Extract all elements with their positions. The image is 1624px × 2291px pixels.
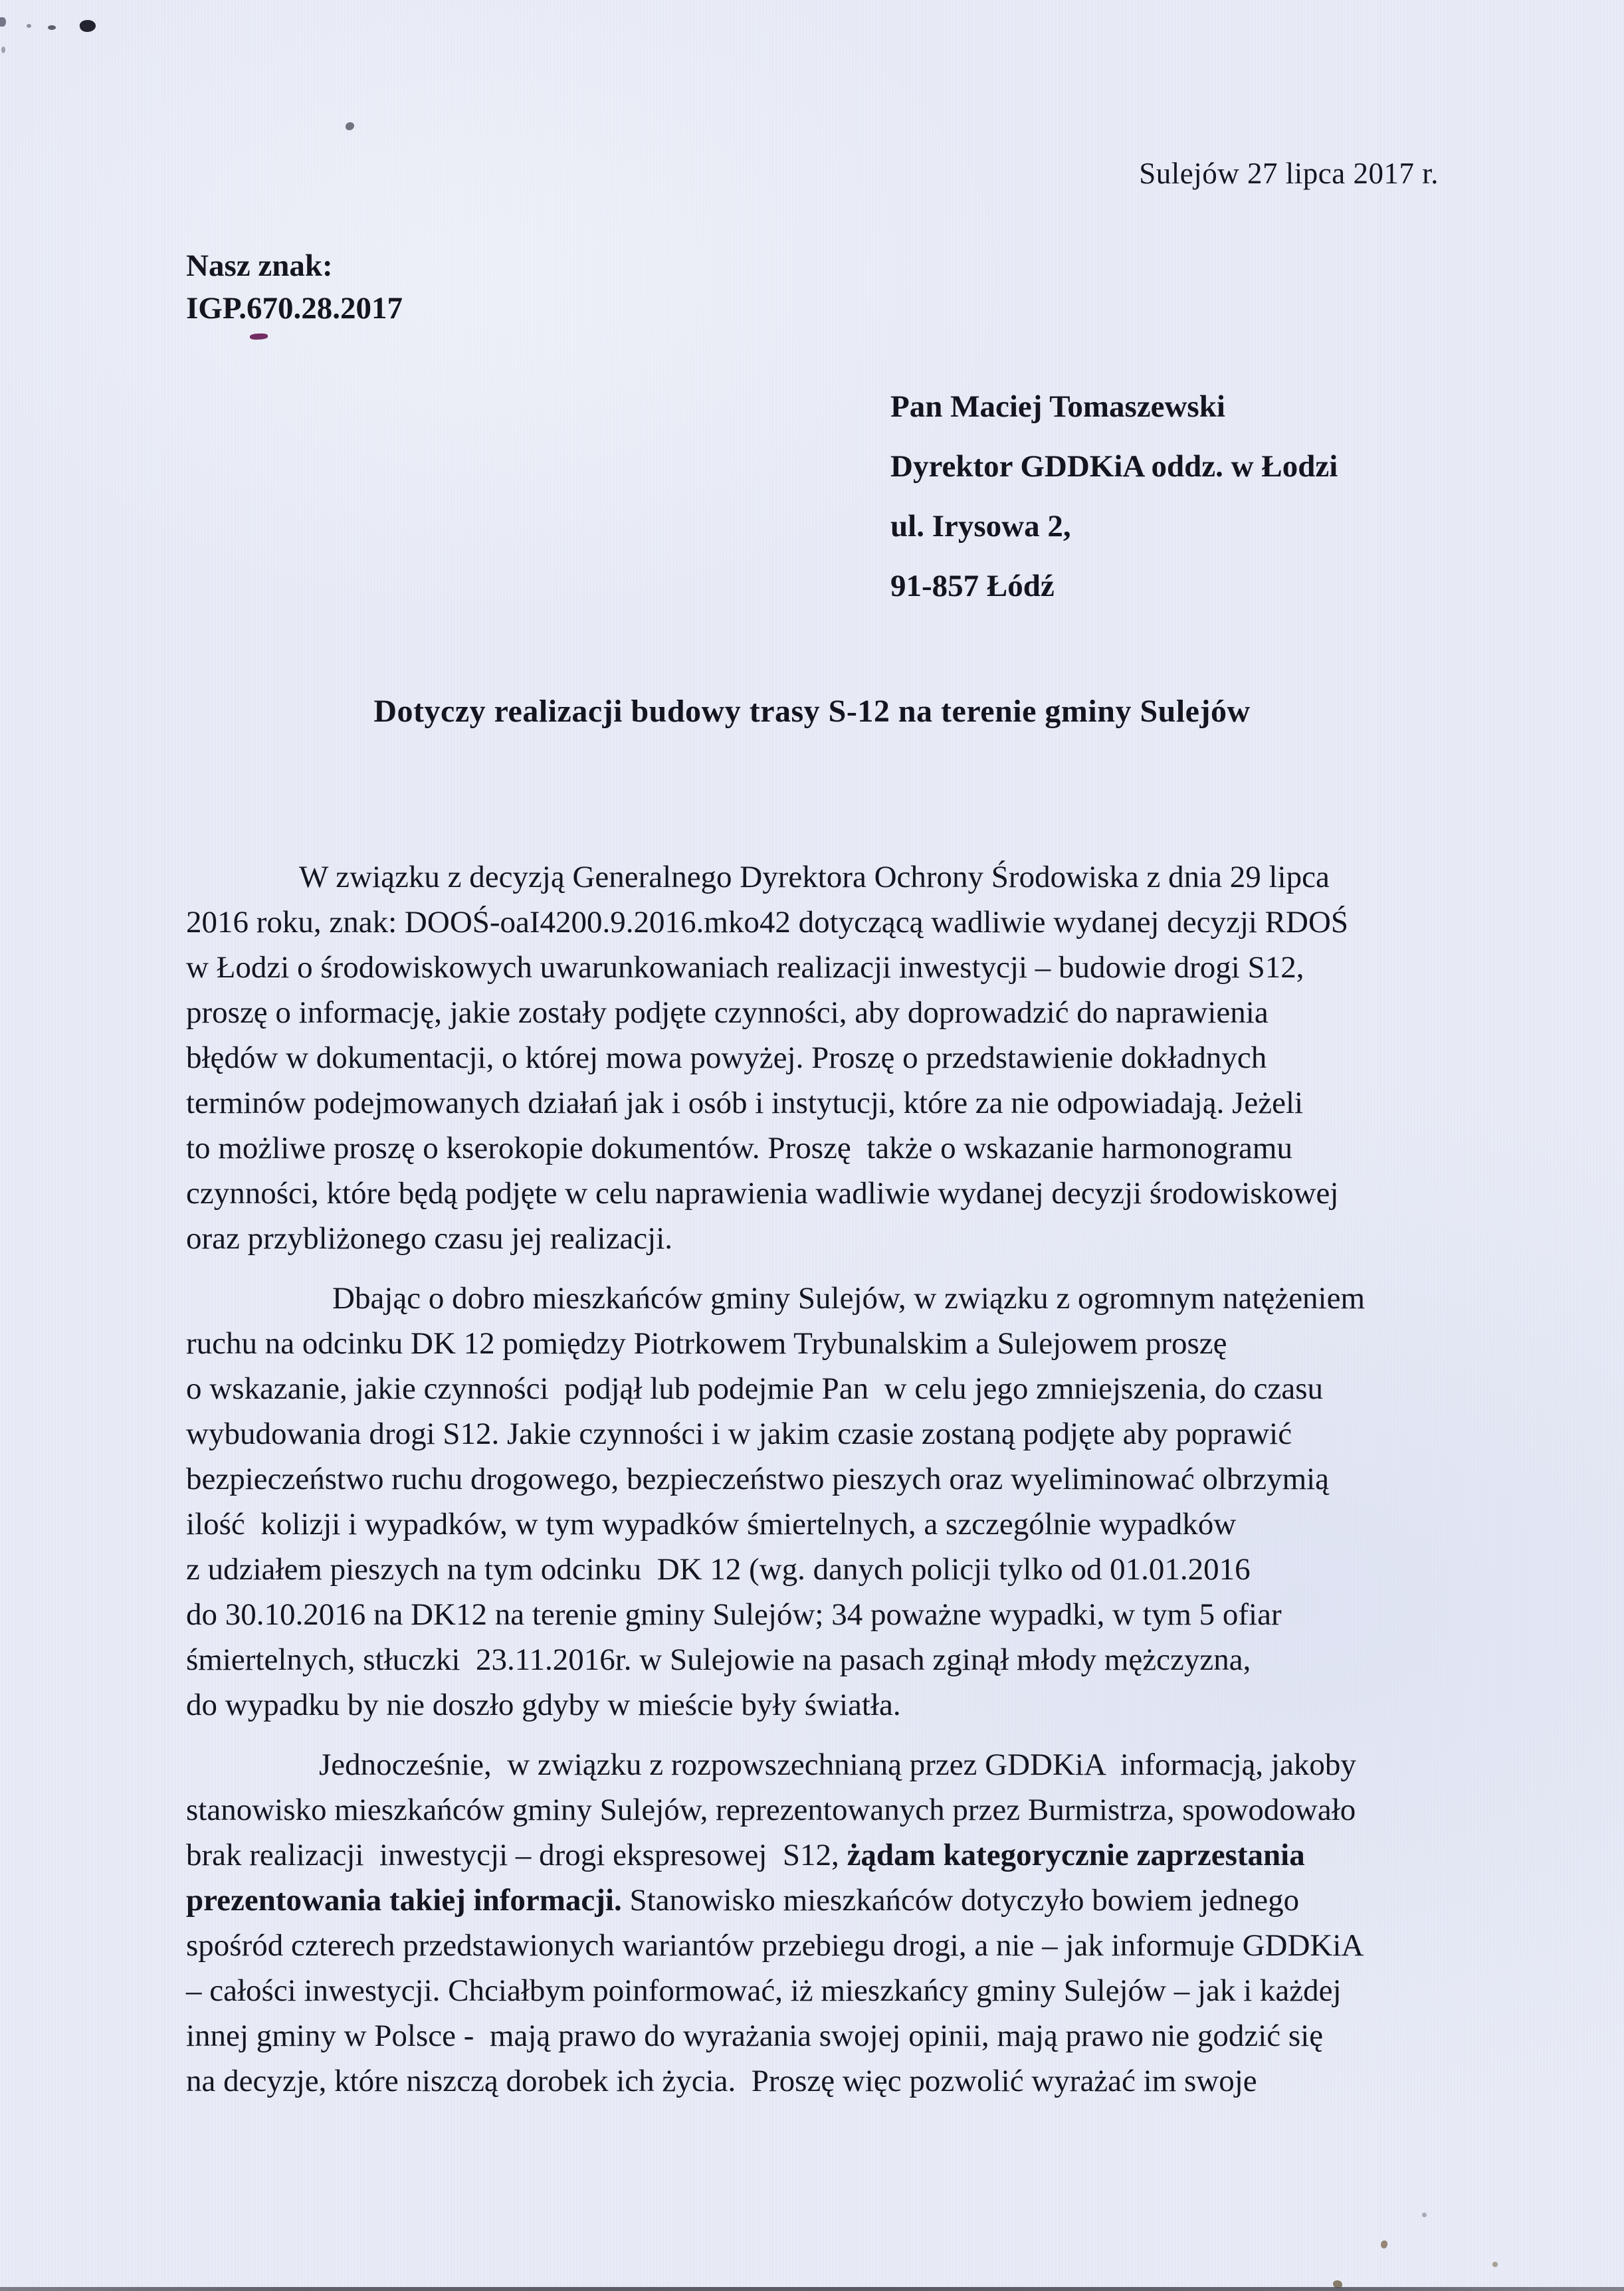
- text-line: [186, 1968, 1455, 2013]
- text-line: [186, 1878, 1455, 1923]
- paragraph-3: [186, 1742, 1455, 2104]
- text-segment: – całości inwestycji. Chciałbym poinformować, iż mieszkańcy gminy Sulejów – jak i każdej: [186, 1973, 1342, 2008]
- text-segment: do 30.10.2016 na DK12 na terenie gminy Sulejów; 34 poważne wypadki, w tym 5 ofiar: [186, 1597, 1282, 1632]
- text-line: [186, 1592, 1455, 1637]
- scan-speckle: [0, 17, 6, 27]
- text-segment: 2016 roku, znak: DOOŚ-oaI4200.9.2016.mko42 dotyczącą wadliwie wydanej decyzji RDOŚ: [186, 905, 1349, 940]
- text-segment: w Łodzi o środowiskowych uwarunkowaniach realizacji inwestycji – budowie drogi S12,: [186, 950, 1304, 985]
- text-line: [186, 1276, 1455, 1321]
- text-line: [186, 1035, 1455, 1080]
- text-line: [186, 1321, 1455, 1366]
- text-segment: innej gminy w Polsce - mają prawo do wyrażania swojej opinii, mają prawo nie godzić się: [186, 2019, 1324, 2053]
- scan-speckle: [1422, 2213, 1427, 2217]
- reference-label: Nasz znak:: [186, 249, 333, 283]
- paragraph-2: [186, 1276, 1455, 1728]
- text-segment: błędów w dokumentacji, o której mowa powyżej. Proszę o przedstawienie dokładnych: [186, 1041, 1267, 1075]
- scan-speckle: [1, 47, 5, 53]
- recipient-name: Pan Maciej Tomaszewski: [890, 389, 1225, 424]
- scan-speckle: [346, 122, 354, 130]
- text-segment: o wskazanie, jakie czynności podjął lub podejmie Pan w celu jego zmniejszenia, do czasu: [186, 1371, 1324, 1406]
- recipient-title: Dyrektor GDDKiA oddz. w Łodzi: [890, 449, 1338, 484]
- text-segment: z udziałem pieszych na tym odcinku DK 12 (wg. danych policji tylko od 01.01.2016: [186, 1552, 1251, 1587]
- text-line: [186, 1637, 1455, 1682]
- text-segment: Jednocześnie, w związku z rozpowszechnianą przez GDDKiA informacją, jakoby: [319, 1747, 1356, 1782]
- emphasized-text: prezentowania takiej informacji.: [186, 1883, 622, 1918]
- scan-speckle: [79, 19, 96, 33]
- subject-line: Dotyczy realizacji budowy trasy S-12 na terenie gminy Sulejów: [373, 694, 1251, 729]
- text-segment: śmiertelnych, stłuczki 23.11.2016r. w Sulejowie na pasach zginął młody mężczyzna,: [186, 1643, 1251, 1677]
- emphasized-text: żądam kategorycznie zaprzestania: [847, 1838, 1305, 1872]
- text-line: [186, 1787, 1455, 1833]
- text-line: [186, 990, 1455, 1035]
- text-line: [186, 1411, 1455, 1456]
- text-segment: proszę o informację, jakie zostały podjęte czynności, aby doprowadzić do naprawienia: [186, 995, 1269, 1030]
- reference-block: [186, 245, 403, 330]
- text-line: [186, 854, 1455, 900]
- text-segment: to możliwe proszę o kserokopie dokumentów. Proszę także o wskazanie harmonogramu: [186, 1131, 1292, 1165]
- recipient-street: ul. Irysowa 2,: [890, 509, 1071, 544]
- text-segment: Dbając o dobro mieszkańców gminy Sulejów, w związku z ogromnym natężeniem: [332, 1281, 1366, 1316]
- letter-date: Sulejów 27 lipca 2017 r.: [1139, 157, 1439, 190]
- text-segment: ruchu na odcinku DK 12 pomiędzy Piotrkowem Trybunalskim a Sulejowem proszę: [186, 1326, 1227, 1361]
- scan-speckle: [48, 25, 56, 30]
- text-segment: na decyzje, które niszczą dorobek ich życia. Proszę więc pozwolić wyrażać im swoje: [186, 2064, 1257, 2098]
- text-segment: oraz przybliżonego czasu jej realizacji.: [186, 1221, 673, 1256]
- text-segment: brak realizacji inwestycji – drogi ekspresowej S12,: [186, 1838, 847, 1872]
- text-line: [186, 1080, 1455, 1126]
- recipient-city: 91-857 Łódź: [890, 569, 1055, 603]
- paragraph-1: [186, 854, 1455, 1261]
- scan-speckle: [1381, 2241, 1387, 2248]
- text-line: [186, 1456, 1455, 1502]
- text-line: [186, 2013, 1455, 2058]
- text-segment: terminów podejmowanych działań jak i osób i instytucji, które za nie odpowiadają. Jeżeli: [186, 1086, 1304, 1120]
- text-segment: czynności, które będą podjęte w celu naprawienia wadliwie wydanej decyzji środowiskowej: [186, 1176, 1339, 1211]
- text-line: [186, 1366, 1455, 1411]
- text-segment: bezpieczeństwo ruchu drogowego, bezpieczeństwo pieszych oraz wyeliminować olbrzymią: [186, 1462, 1330, 1496]
- recipient-block: [890, 377, 1338, 616]
- text-segment: Stanowisko mieszkańców dotyczyło bowiem jednego: [621, 1883, 1300, 1918]
- text-line: [186, 900, 1455, 945]
- letter-body: [186, 854, 1455, 2104]
- text-line: [186, 1126, 1455, 1171]
- scan-speckle: [27, 24, 31, 28]
- text-line: [186, 1171, 1455, 1216]
- text-line: [186, 1502, 1455, 1547]
- text-segment: do wypadku by nie doszło gdyby w mieście były światła.: [186, 1688, 901, 1722]
- text-line: [186, 1547, 1455, 1592]
- text-segment: W związku z decyzją Generalnego Dyrektora Ochrony Środowiska z dnia 29 lipca: [299, 860, 1330, 894]
- text-segment: wybudowania drogi S12. Jakie czynności i w jakim czasie zostaną podjęte aby poprawić: [186, 1417, 1292, 1451]
- text-line: [186, 2058, 1455, 2104]
- text-line: [186, 1923, 1455, 1968]
- scan-speckle: [1492, 2262, 1498, 2267]
- text-line: [186, 945, 1455, 990]
- text-segment: stanowisko mieszkańców gminy Sulejów, reprezentowanych przez Burmistrza, spowodowało: [186, 1793, 1356, 1827]
- text-line: [186, 1833, 1455, 1878]
- text-segment: spośród czterech przedstawionych wariantów przebiegu drogi, a nie – jak informuje GDDKiA: [186, 1928, 1364, 1963]
- pen-mark: [250, 333, 268, 340]
- text-line: [186, 1742, 1455, 1787]
- text-segment: ilość kolizji i wypadków, w tym wypadków śmiertelnych, a szczególnie wypadków: [186, 1507, 1237, 1542]
- reference-number: IGP.670.28.2017: [186, 291, 403, 326]
- text-line: [186, 1216, 1455, 1261]
- scan-bottom-edge: [0, 2287, 1624, 2291]
- text-line: [186, 1682, 1455, 1728]
